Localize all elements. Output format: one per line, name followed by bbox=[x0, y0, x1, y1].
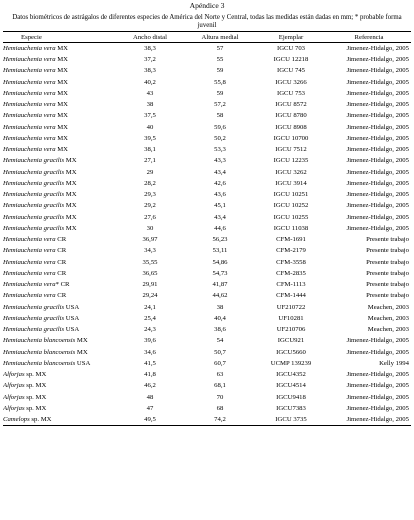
table-row bbox=[3, 65, 411, 76]
cell-referencia: Jimenez-Hidalgo, 2005 bbox=[346, 123, 409, 131]
locality: sp. MX bbox=[24, 371, 47, 379]
cell-especie bbox=[3, 257, 115, 268]
cell-ancho-distal: 46,2 bbox=[144, 382, 156, 390]
cell-ancho-distal: 39,6 bbox=[144, 337, 156, 345]
locality: sp. MX bbox=[29, 416, 52, 423]
cell-altura-medial: 43,4 bbox=[214, 213, 226, 221]
locality: MX bbox=[55, 56, 69, 64]
cell-ejemplar: CFM-1444 bbox=[276, 292, 306, 300]
table-row bbox=[3, 212, 411, 223]
taxon-name: Hemiauchenia vera bbox=[3, 269, 56, 277]
locality: MX bbox=[55, 112, 69, 120]
table-row bbox=[3, 110, 411, 121]
table-row bbox=[3, 178, 411, 189]
cell-altura-medial: 43,4 bbox=[214, 168, 226, 176]
taxon-name: Hemiauchenia gracilis bbox=[3, 326, 65, 334]
table-row bbox=[3, 257, 411, 268]
cell-ejemplar: IGCU 3914 bbox=[275, 179, 307, 187]
cell-especie bbox=[3, 403, 115, 414]
cell-referencia: Jimenez-Hidalgo, 2005 bbox=[346, 157, 409, 165]
locality: sp. MX bbox=[24, 404, 47, 412]
cell-referencia: Jimenez-Hidalgo, 2005 bbox=[346, 179, 409, 187]
table-row bbox=[3, 88, 411, 99]
cell-ejemplar: IGCU 3735 bbox=[255, 414, 327, 426]
locality: MX bbox=[55, 123, 69, 131]
cell-altura-medial: 50,2 bbox=[214, 134, 226, 142]
cell-especie bbox=[3, 245, 115, 256]
cell-referencia: Jimenez-Hidalgo, 2005 bbox=[346, 191, 409, 199]
locality: MX bbox=[64, 202, 77, 210]
col-header-ejemplar: Ejemplar bbox=[255, 32, 327, 43]
cell-referencia: Presente trabajo bbox=[366, 292, 409, 300]
cell-ejemplar: IGCU4352 bbox=[276, 371, 306, 379]
cell-referencia: Jimenez-Hidalgo, 2005 bbox=[346, 56, 409, 64]
taxon-name: Hemiauchenia vera bbox=[3, 281, 56, 289]
cell-altura-medial: 63 bbox=[216, 371, 224, 379]
cell-referencia: Jimenez-Hidalgo, 2005 bbox=[346, 337, 409, 345]
cell-ancho-distal: 39,5 bbox=[144, 134, 156, 142]
taxon-name: Hemiauchenia gracilis bbox=[3, 303, 65, 311]
cell-altura-medial: 59,6 bbox=[214, 123, 226, 131]
cell-especie bbox=[3, 189, 115, 200]
cell-altura-medial: 42,6 bbox=[214, 179, 226, 187]
locality: MX bbox=[64, 224, 77, 232]
cell-especie bbox=[3, 43, 115, 55]
cell-altura-medial: 40,4 bbox=[214, 314, 226, 322]
taxon-name: Hemiauchenia vera bbox=[3, 292, 56, 300]
cell-referencia: Jimenez-Hidalgo, 2005 bbox=[346, 134, 409, 142]
cell-especie bbox=[3, 414, 115, 426]
cell-ancho-distal: 29,2 bbox=[144, 202, 156, 210]
cell-referencia: Meachen, 2003 bbox=[367, 326, 409, 334]
taxon-name: Hemiauchenia vera bbox=[3, 89, 56, 97]
locality: MX bbox=[55, 78, 69, 86]
cell-referencia: Jimenez-Hidalgo, 2005 bbox=[346, 146, 409, 154]
table-row bbox=[3, 414, 411, 426]
cell-referencia: Jimenez-Hidalgo, 2005 bbox=[346, 371, 409, 379]
cell-ancho-distal: 29,91 bbox=[142, 281, 158, 289]
cell-altura-medial: 70 bbox=[216, 393, 224, 401]
cell-especie bbox=[3, 392, 115, 403]
cell-altura-medial: 54,73 bbox=[212, 269, 228, 277]
cell-referencia: Presente trabajo bbox=[366, 236, 409, 244]
locality: CR bbox=[55, 269, 67, 277]
table-header bbox=[3, 32, 411, 43]
cell-especie bbox=[3, 155, 115, 166]
taxon-name: Hemiauchenia gracilis bbox=[3, 168, 65, 176]
cell-referencia: Jimenez-Hidalgo, 2005 bbox=[346, 67, 409, 75]
taxon-name: Hemiauchenia vera bbox=[3, 258, 56, 266]
cell-altura-medial: 58 bbox=[216, 112, 224, 120]
cell-altura-medial: 43,6 bbox=[214, 191, 226, 199]
table-row bbox=[3, 268, 411, 279]
table-row bbox=[3, 403, 411, 414]
cell-ejemplar: IGCU 3266 bbox=[275, 78, 307, 86]
locality: MX bbox=[64, 179, 77, 187]
cell-ancho-distal: 38,3 bbox=[144, 67, 156, 75]
table-row bbox=[3, 54, 411, 65]
locality: MX bbox=[64, 168, 77, 176]
table-row bbox=[3, 245, 411, 256]
locality: CR bbox=[55, 236, 67, 244]
cell-ejemplar: CFM-2179 bbox=[276, 247, 306, 255]
cell-especie bbox=[3, 313, 115, 324]
cell-referencia: Jimenez-Hidalgo, 2005 bbox=[346, 393, 409, 401]
cell-ancho-distal: 29,24 bbox=[142, 292, 158, 300]
table-row bbox=[3, 279, 411, 290]
cell-referencia: Presente trabajo bbox=[366, 281, 409, 289]
taxon-name: Hemiauchenia vera bbox=[3, 56, 56, 64]
cell-ancho-distal: 36,65 bbox=[142, 269, 158, 277]
col-header-ancho-distal: Ancho distal bbox=[115, 32, 185, 43]
cell-ancho-distal: 24,1 bbox=[144, 303, 156, 311]
locality: MX bbox=[55, 134, 69, 142]
taxon-name: Hemiauchenia vera bbox=[3, 123, 56, 131]
cell-especie bbox=[3, 110, 115, 121]
cell-altura-medial: 53,11 bbox=[212, 247, 228, 255]
cell-referencia: Presente trabajo bbox=[366, 258, 409, 266]
cell-especie bbox=[3, 380, 115, 391]
cell-ancho-distal: 25,4 bbox=[144, 314, 156, 322]
cell-especie bbox=[3, 234, 115, 245]
cell-ejemplar: IGCU5660 bbox=[276, 348, 306, 356]
cell-altura-medial: 68,1 bbox=[214, 382, 226, 390]
cell-ejemplar: IGCU 10255 bbox=[273, 213, 309, 221]
table-row bbox=[3, 313, 411, 324]
col-header-especie: Especie bbox=[3, 32, 115, 43]
cell-ancho-distal: 27,6 bbox=[144, 213, 156, 221]
cell-ejemplar: UF210706 bbox=[276, 326, 306, 334]
locality: MX bbox=[64, 157, 77, 165]
cell-ejemplar: CFM-1113 bbox=[276, 281, 306, 289]
cell-ejemplar: UF10281 bbox=[278, 314, 304, 322]
cell-referencia: Kelly 1994 bbox=[379, 359, 409, 367]
taxon-name: Hemiauchenia gracilis bbox=[3, 157, 65, 165]
locality: USA bbox=[64, 314, 80, 322]
cell-altura-medial: 54,86 bbox=[212, 258, 228, 266]
taxon-name: Camelops bbox=[3, 416, 30, 423]
cell-ancho-distal: 36,97 bbox=[142, 236, 158, 244]
cell-especie bbox=[3, 65, 115, 76]
cell-especie bbox=[3, 369, 115, 380]
cell-ejemplar: IGCU 703 bbox=[276, 45, 306, 52]
table-row bbox=[3, 155, 411, 166]
biometric-table bbox=[3, 31, 411, 426]
table-body bbox=[3, 43, 411, 426]
cell-ancho-distal: 37,2 bbox=[144, 56, 156, 64]
locality: MX bbox=[55, 146, 69, 154]
cell-altura-medial: 60,7 bbox=[214, 359, 226, 367]
locality: USA bbox=[64, 303, 80, 311]
cell-altura-medial: 68 bbox=[216, 404, 224, 412]
table-row bbox=[3, 99, 411, 110]
cell-ejemplar: IGCU7383 bbox=[276, 404, 306, 412]
cell-ejemplar: IGCU 11038 bbox=[273, 224, 309, 232]
cell-ejemplar: IGCU 3262 bbox=[275, 168, 307, 176]
cell-ejemplar: IGCU9418 bbox=[276, 393, 306, 401]
table-row bbox=[3, 133, 411, 144]
cell-referencia: Jimenez-Hidalgo, 2005 bbox=[346, 348, 409, 356]
taxon-name: Hemiauchenia vera bbox=[3, 101, 56, 109]
cell-referencia: Jimenez-Hidalgo, 2005 bbox=[346, 382, 409, 390]
cell-altura-medial: 57 bbox=[216, 45, 224, 52]
cell-especie bbox=[3, 279, 115, 290]
cell-ejemplar: UF210722 bbox=[276, 303, 306, 311]
table-caption: Datos biométricos de astrágalos de diferentes especies de América del Norte y Central, todas las medidas están dadas en mm; * probable forma juvenil bbox=[12, 14, 402, 29]
table-row bbox=[3, 392, 411, 403]
cell-ejemplar: CFM-2835 bbox=[276, 269, 306, 277]
cell-altura-medial: 74,2 bbox=[185, 414, 255, 426]
taxon-name: Hemiauchenia blancoensis bbox=[3, 348, 76, 356]
cell-ancho-distal: 24,3 bbox=[144, 326, 156, 334]
locality: MX bbox=[64, 191, 77, 199]
cell-ejemplar: IGCU 753 bbox=[276, 89, 306, 97]
taxon-name: Hemiauchenia gracilis bbox=[3, 202, 65, 210]
table-row bbox=[3, 369, 411, 380]
table-row bbox=[3, 223, 411, 234]
table-row bbox=[3, 234, 411, 245]
cell-ancho-distal: 27,1 bbox=[144, 157, 156, 165]
locality: MX bbox=[75, 348, 88, 356]
cell-referencia: Jimenez-Hidalgo, 2005 bbox=[346, 78, 409, 86]
taxon-name: Hemiauchenia vera bbox=[3, 134, 56, 142]
locality: CR bbox=[55, 247, 67, 255]
locality: MX bbox=[55, 89, 69, 97]
header-row bbox=[3, 32, 411, 43]
taxon-name: Hemiauchenia blancoensis bbox=[3, 359, 76, 367]
cell-especie bbox=[3, 335, 115, 346]
cell-ejemplar: IGCU 8572 bbox=[275, 101, 307, 109]
taxon-name: Hemiauchenia gracilis bbox=[3, 179, 65, 187]
taxon-name: Hemiauchenia gracilis bbox=[3, 191, 65, 199]
cell-especie bbox=[3, 347, 115, 358]
cell-especie bbox=[3, 200, 115, 211]
cell-ancho-distal: 30 bbox=[146, 224, 154, 232]
cell-referencia: Jimenez-Hidalgo, 2005 bbox=[346, 168, 409, 176]
cell-ejemplar: IGCU 10251 bbox=[273, 191, 309, 199]
table-row bbox=[3, 167, 411, 178]
cell-especie bbox=[3, 77, 115, 88]
taxon-name: Hemiauchenia vera bbox=[3, 146, 56, 154]
cell-ancho-distal: 37,5 bbox=[144, 112, 156, 120]
locality: USA bbox=[64, 326, 80, 334]
cell-altura-medial: 45,1 bbox=[214, 202, 226, 210]
cell-referencia: Jimenez-Hidalgo, 2005 bbox=[346, 404, 409, 412]
cell-altura-medial: 59 bbox=[216, 89, 224, 97]
cell-referencia: Jimenez-Hidalgo, 2005 bbox=[346, 101, 409, 109]
cell-ancho-distal: 29 bbox=[146, 168, 154, 176]
cell-ejemplar: IGCU 10700 bbox=[273, 134, 309, 142]
cell-altura-medial: 55,8 bbox=[214, 78, 226, 86]
cell-ejemplar: UCMP 139239 bbox=[270, 359, 312, 367]
cell-altura-medial: 50,7 bbox=[214, 348, 226, 356]
col-header-referencia: Referencia bbox=[327, 32, 411, 43]
table-row bbox=[3, 189, 411, 200]
cell-referencia: Jimenez-Hidalgo, 2005 bbox=[346, 224, 409, 232]
taxon-name: Hemiauchenia vera bbox=[3, 78, 56, 86]
locality: MX bbox=[55, 45, 69, 52]
table-row bbox=[3, 324, 411, 335]
cell-ejemplar: IGCU921 bbox=[277, 337, 305, 345]
table-row bbox=[3, 43, 411, 55]
cell-referencia: Presente trabajo bbox=[366, 269, 409, 277]
cell-ejemplar: CFM-1691 bbox=[276, 236, 306, 244]
taxon-name: Hemiauchenia vera bbox=[3, 236, 56, 244]
cell-referencia: Presente trabajo bbox=[366, 247, 409, 255]
cell-especie bbox=[3, 290, 115, 301]
cell-referencia: Meachen, 2003 bbox=[367, 303, 409, 311]
cell-altura-medial: 44,6 bbox=[214, 224, 226, 232]
cell-ancho-distal: 40,2 bbox=[144, 78, 156, 86]
taxon-name: Hemiauchenia vera bbox=[3, 112, 56, 120]
locality: MX bbox=[75, 337, 88, 345]
taxon-name: Hemiauchenia blancoensis bbox=[3, 337, 76, 345]
cell-especie bbox=[3, 223, 115, 234]
taxon-name: Alforjas bbox=[3, 371, 25, 379]
taxon-name: Alforjas bbox=[3, 382, 25, 390]
cell-altura-medial: 43,3 bbox=[214, 157, 226, 165]
cell-altura-medial: 54 bbox=[216, 337, 224, 345]
cell-referencia: Jimenez-Hidalgo, 2005 bbox=[346, 89, 409, 97]
cell-ejemplar: IGCU4514 bbox=[276, 382, 306, 390]
cell-ancho-distal: 38,3 bbox=[144, 45, 156, 52]
taxon-name: Hemiauchenia vera bbox=[3, 67, 56, 75]
cell-especie bbox=[3, 99, 115, 110]
cell-altura-medial: 38 bbox=[216, 303, 224, 311]
taxon-name: Alforjas bbox=[3, 404, 25, 412]
cell-especie bbox=[3, 133, 115, 144]
cell-especie bbox=[3, 54, 115, 65]
cell-ejemplar: IGCU 7512 bbox=[275, 146, 307, 154]
cell-altura-medial: 55 bbox=[216, 56, 224, 64]
cell-ejemplar: IGCU 745 bbox=[276, 67, 306, 75]
table-row bbox=[3, 200, 411, 211]
col-header-altura-medial: Altura medial bbox=[185, 32, 255, 43]
taxon-name: Hemiauchenia vera bbox=[3, 45, 56, 52]
locality: CR bbox=[55, 258, 67, 266]
cell-especie bbox=[3, 167, 115, 178]
table-row bbox=[3, 380, 411, 391]
cell-ancho-distal: 40 bbox=[146, 123, 154, 131]
cell-referencia: Jimenez-Hidalgo, 2005 bbox=[327, 414, 411, 426]
locality: MX bbox=[55, 101, 69, 109]
taxon-name: Hemiauchenia gracilis bbox=[3, 224, 65, 232]
cell-referencia: Jimenez-Hidalgo, 2005 bbox=[346, 202, 409, 210]
table-row bbox=[3, 335, 411, 346]
cell-ancho-distal: 41,5 bbox=[144, 359, 156, 367]
cell-ancho-distal: 48 bbox=[146, 393, 154, 401]
cell-altura-medial: 38,6 bbox=[214, 326, 226, 334]
cell-especie bbox=[3, 122, 115, 133]
cell-ancho-distal: 28,2 bbox=[144, 179, 156, 187]
table-row bbox=[3, 358, 411, 369]
cell-referencia: Meachen, 2003 bbox=[367, 314, 409, 322]
cell-altura-medial: 57,2 bbox=[214, 101, 226, 109]
cell-altura-medial: 44,62 bbox=[212, 292, 228, 300]
cell-ejemplar: IGCU 8780 bbox=[275, 112, 307, 120]
cell-especie bbox=[3, 212, 115, 223]
cell-altura-medial: 59 bbox=[216, 67, 224, 75]
cell-ejemplar: IGCU 10252 bbox=[273, 202, 309, 210]
cell-referencia: Jimenez-Hidalgo, 2005 bbox=[346, 213, 409, 221]
table-row bbox=[3, 144, 411, 155]
cell-referencia: Jimenez-Hidalgo, 2005 bbox=[346, 112, 409, 120]
table-row bbox=[3, 290, 411, 301]
cell-ejemplar: IGCU 12235 bbox=[273, 157, 309, 165]
cell-referencia: Jimenez-Hidalgo, 2005 bbox=[346, 45, 409, 52]
cell-ancho-distal: 38 bbox=[146, 101, 154, 109]
cell-especie bbox=[3, 178, 115, 189]
table-row bbox=[3, 347, 411, 358]
taxon-name: Hemiauchenia gracilis bbox=[3, 314, 65, 322]
taxon-name: Hemiauchenia gracilis bbox=[3, 213, 65, 221]
cell-ancho-distal: 35,55 bbox=[142, 258, 158, 266]
cell-ancho-distal: 49,5 bbox=[115, 414, 185, 426]
taxon-name: Alforjas bbox=[3, 393, 25, 401]
locality: USA bbox=[75, 359, 91, 367]
cell-ejemplar: IGCU 8908 bbox=[275, 123, 307, 131]
cell-ancho-distal: 41,8 bbox=[144, 371, 156, 379]
locality: MX bbox=[64, 213, 77, 221]
cell-altura-medial: 56,23 bbox=[212, 236, 228, 244]
cell-altura-medial: 41,87 bbox=[212, 281, 228, 289]
table-row bbox=[3, 302, 411, 313]
cell-ancho-distal: 47 bbox=[146, 404, 154, 412]
cell-ancho-distal: 34,6 bbox=[144, 348, 156, 356]
cell-especie bbox=[3, 88, 115, 99]
locality: sp. MX bbox=[24, 382, 47, 390]
cell-ancho-distal: 29,3 bbox=[144, 191, 156, 199]
locality: MX bbox=[55, 67, 69, 75]
locality: * CR bbox=[55, 281, 70, 289]
cell-ejemplar: CFM-3558 bbox=[276, 258, 306, 266]
cell-altura-medial: 53,3 bbox=[214, 146, 226, 154]
cell-especie bbox=[3, 358, 115, 369]
table-row bbox=[3, 77, 411, 88]
cell-especie bbox=[3, 324, 115, 335]
cell-ancho-distal: 38,1 bbox=[144, 146, 156, 154]
cell-especie bbox=[3, 268, 115, 279]
cell-ejemplar: IGCU 12218 bbox=[273, 56, 309, 64]
cell-especie bbox=[3, 302, 115, 313]
locality: sp. MX bbox=[24, 393, 47, 401]
taxon-name: Hemiauchenia vera bbox=[3, 247, 56, 255]
cell-ancho-distal: 34,3 bbox=[144, 247, 156, 255]
table-row bbox=[3, 122, 411, 133]
cell-especie bbox=[3, 144, 115, 155]
locality: CR bbox=[55, 292, 67, 300]
appendix-heading: Apéndice 3 bbox=[189, 1, 225, 10]
cell-ancho-distal: 43 bbox=[146, 89, 154, 97]
